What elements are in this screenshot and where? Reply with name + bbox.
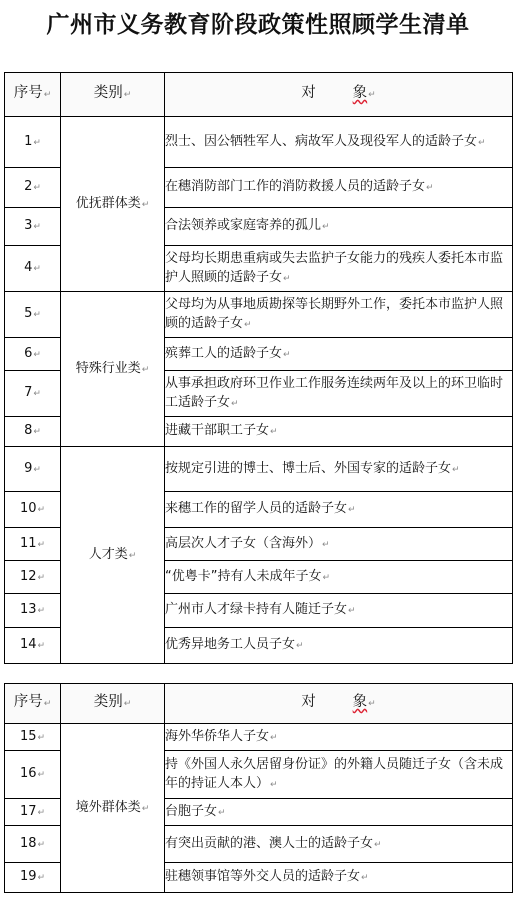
object-cell: 父母均为从事地质勘探等长期野外工作，委托本市监护人照顾的适龄子女↵ [165, 292, 513, 338]
row-number: 16↵ [5, 751, 61, 799]
header-object: 对 象↵ [165, 684, 513, 724]
object-cell: 海外华侨华人子女↵ [165, 724, 513, 751]
row-number: 14↵ [5, 628, 61, 664]
category-cell: 特殊行业类↵ [61, 292, 165, 447]
object-cell: 台胞子女↵ [165, 799, 513, 826]
row-number: 12↵ [5, 561, 61, 594]
row-number: 18↵ [5, 826, 61, 863]
header-object: 对 象↵ [165, 73, 513, 117]
row-number: 1↵ [5, 117, 61, 168]
table-row [5, 292, 513, 338]
header-category: 类别↵ [61, 73, 165, 117]
object-cell: 持《外国人永久居留身份证》的外籍人员随迁子女（含未成年的持证人本人）↵ [165, 751, 513, 799]
object-cell: 优秀异地务工人员子女↵ [165, 628, 513, 664]
object-cell: 烈士、因公牺牲军人、病故军人及现役军人的适龄子女↵ [165, 117, 513, 168]
object-cell: 从事承担政府环卫作业工作服务连续两年及以上的环卫临时工适龄子女↵ [165, 371, 513, 417]
row-number: 11↵ [5, 528, 61, 561]
page-title: 广州市义务教育阶段政策性照顾学生清单 [46, 12, 470, 38]
object-cell: “优粤卡”持有人未成年子女↵ [165, 561, 513, 594]
table-header-row [5, 73, 513, 117]
object-cell: 殡葬工人的适龄子女↵ [165, 338, 513, 371]
object-cell: 进藏干部职工子女↵ [165, 417, 513, 447]
object-cell: 父母均长期患重病或失去监护子女能力的残疾人委托本市监护人照顾的适龄子女↵ [165, 246, 513, 292]
object-cell: 广州市人才绿卡持有人随迁子女↵ [165, 594, 513, 628]
header-category: 类别↵ [61, 684, 165, 724]
table-row [5, 724, 513, 751]
table-header-row [5, 684, 513, 724]
category-cell: 优抚群体类↵ [61, 117, 165, 292]
row-number: 8↵ [5, 417, 61, 447]
row-number: 2↵ [5, 168, 61, 208]
object-cell: 在穗消防部门工作的消防救援人员的适龄子女↵ [165, 168, 513, 208]
header-no: 序号↵ [5, 684, 61, 724]
category-cell: 人才类↵ [61, 447, 165, 664]
category-cell: 境外群体类↵ [61, 724, 165, 893]
row-number: 19↵ [5, 863, 61, 893]
object-cell: 合法领养或家庭寄养的孤儿↵ [165, 208, 513, 246]
row-number: 5↵ [5, 292, 61, 338]
policy-table-part-1 [4, 72, 513, 664]
row-number: 10↵ [5, 492, 61, 528]
row-number: 15↵ [5, 724, 61, 751]
object-cell: 来穗工作的留学人员的适龄子女↵ [165, 492, 513, 528]
table-row [5, 447, 513, 492]
row-number: 4↵ [5, 246, 61, 292]
row-number: 3↵ [5, 208, 61, 246]
policy-table-part-2 [4, 683, 513, 893]
table-row [5, 117, 513, 168]
row-number: 7↵ [5, 371, 61, 417]
row-number: 9↵ [5, 447, 61, 492]
row-number: 13↵ [5, 594, 61, 628]
object-cell: 高层次人才子女（含海外）↵ [165, 528, 513, 561]
object-cell: 有突出贡献的港、澳人士的适龄子女↵ [165, 826, 513, 863]
object-cell: 驻穗领事馆等外交人员的适龄子女↵ [165, 863, 513, 893]
row-number: 17↵ [5, 799, 61, 826]
header-no: 序号↵ [5, 73, 61, 117]
row-number: 6↵ [5, 338, 61, 371]
object-cell: 按规定引进的博士、博士后、外国专家的适龄子女↵ [165, 447, 513, 492]
